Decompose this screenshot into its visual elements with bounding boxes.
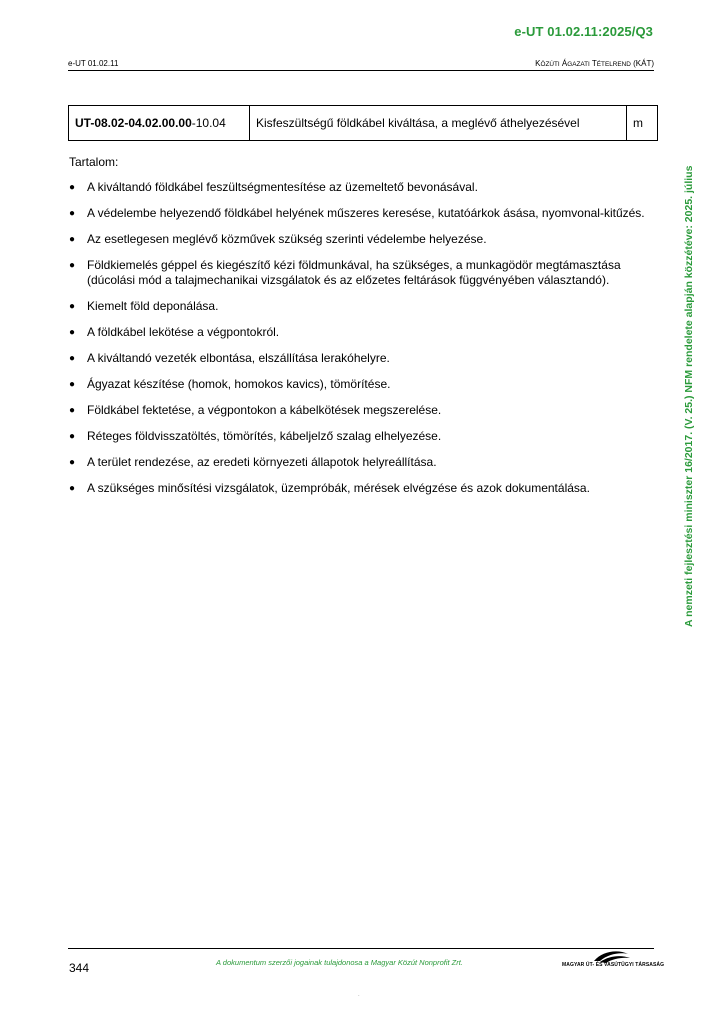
header-right-small-1: ÖZÚTI	[540, 61, 560, 68]
list-item	[69, 377, 654, 392]
header-right-cap-2: Á	[559, 59, 568, 68]
list-item-text: Réteges földvisszatöltés, tömörítés, kábeljelző szalag elhelyezése.	[87, 429, 442, 443]
list-item-text: A védelembe helyezendő földkábel helyének műszeres keresése, kutatóárkok ásása, nyomvonal-kitűzés.	[87, 206, 645, 220]
item-row	[69, 106, 658, 141]
bullet-icon: ●	[69, 327, 76, 338]
bullet-icon: ●	[69, 457, 76, 468]
list-item	[69, 299, 654, 314]
list-item-text: A kiváltandó földkábel feszültségmentesítése az üzemeltető bevonásával.	[87, 180, 478, 194]
list-item-text: Az esetlegesen meglévő közművek szükség szerinti védelembe helyezése.	[87, 232, 487, 246]
list-item	[69, 481, 654, 496]
header-right-tail: (KÁT)	[630, 59, 654, 68]
list-item	[69, 325, 654, 340]
list-item-text: A terület rendezése, az eredeti környezeti állapotok helyreállítása.	[87, 455, 437, 469]
list-item-text: Földkiemelés géppel és kiegészítő kézi földmunkával, ha szükséges, a munkagödör megtámasztása (dúcolási mód a talajmechanikai vizsgálatok és az előzetes feltárások függvényében választandó).	[87, 258, 621, 287]
item-unit-cell: m	[627, 106, 658, 141]
bullet-icon: ●	[69, 208, 76, 219]
item-code-bold: UT-08.02-04.02.00.00	[75, 116, 192, 130]
list-item	[69, 180, 654, 195]
header-right-label	[535, 59, 654, 68]
item-description-cell: Kisfeszültségű földkábel kiváltása, a meglévő áthelyezésével	[250, 106, 627, 141]
header-right-small-2: GAZATI	[567, 61, 590, 68]
bullet-icon: ●	[69, 182, 76, 193]
list-item-text: Kiemelt föld deponálása.	[87, 299, 219, 313]
logo-text: MAGYAR ÚT- ÉS VASÚTÜGYI TÁRSASÁG	[562, 962, 665, 968]
item-code-suffix: -10.04	[191, 116, 226, 130]
bullet-icon: ●	[69, 431, 76, 442]
list-item-text: A földkábel lekötése a végpontokról.	[87, 325, 280, 339]
side-publication-note: A nemzeti fejlesztési miniszter 16/2017. (V. 25.) NFM rendelete alapján közzétéve: 2025. július	[683, 165, 695, 627]
list-item-text: A kiváltandó vezeték elbontása, elszállítása lerakóhelyre.	[87, 351, 390, 365]
list-item	[69, 351, 654, 366]
document-code: e-UT 01.02.11:2025/Q3	[514, 24, 653, 39]
header-left-label: e-UT 01.02.11	[68, 59, 119, 68]
list-item-text: Ágyazat készítése (homok, homokos kavics), tömörítése.	[87, 377, 391, 391]
list-item-text: Földkábel fektetése, a végpontokon a kábelkötések megszerelése.	[87, 403, 442, 417]
header-right-small-3: ÉTELREND	[596, 61, 631, 68]
list-item	[69, 429, 654, 444]
list-item	[69, 206, 654, 221]
content-list	[69, 180, 654, 507]
list-item	[69, 232, 654, 247]
bullet-icon: ●	[69, 301, 76, 312]
list-item	[69, 403, 654, 418]
bullet-icon: ●	[69, 379, 76, 390]
list-item-text: A szükséges minősítési vizsgálatok, üzempróbák, mérések elvégzése és azok dokumentálása.	[87, 481, 590, 495]
bullet-icon: ●	[69, 405, 76, 416]
bullet-icon: ●	[69, 234, 76, 245]
page-mark: .	[358, 992, 360, 998]
bullet-icon: ●	[69, 260, 76, 271]
content-title: Tartalom:	[69, 155, 119, 169]
item-table	[68, 105, 658, 141]
page-number: 344	[69, 961, 90, 975]
header-right-cap-1: K	[535, 59, 541, 68]
bullet-icon: ●	[69, 353, 76, 364]
item-code-cell	[69, 106, 250, 141]
running-header	[68, 58, 654, 71]
copyright-note: A dokumentum szerzői jogainak tulajdonosa a Magyar Közút Nonprofit Zrt.	[216, 958, 463, 967]
list-item	[69, 258, 654, 288]
bullet-icon: ●	[69, 483, 76, 494]
header-right-cap-3: T	[589, 59, 597, 68]
list-item	[69, 455, 654, 470]
